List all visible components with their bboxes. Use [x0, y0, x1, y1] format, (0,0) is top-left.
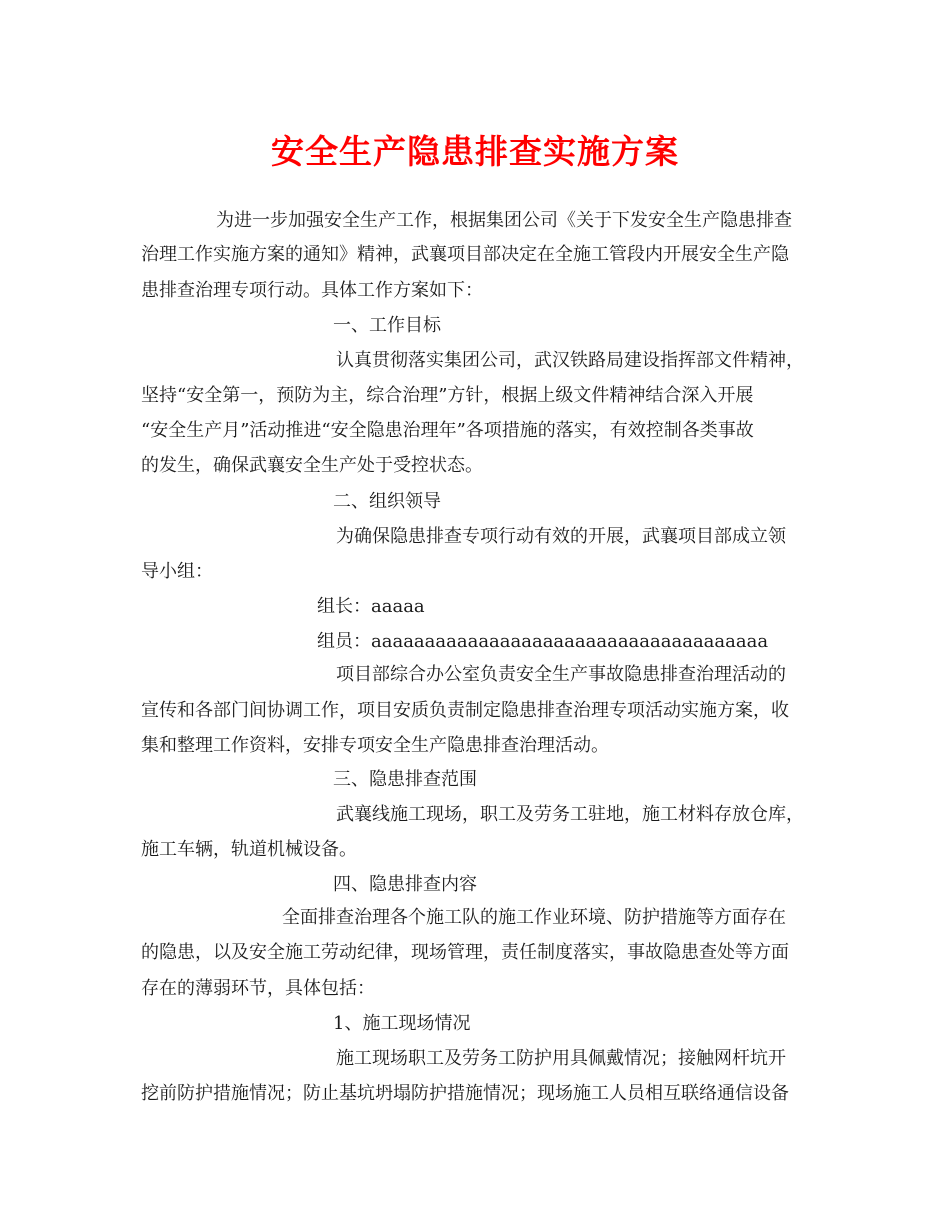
paragraph-line: 武襄线施工现场，职工及劳务工驻地，施工材料存放仓库，: [336, 804, 804, 825]
section-heading: 二、组织领导: [333, 491, 441, 512]
paragraph-line: 施工现场职工及劳务工防护用具佩戴情况；接触网杆坑开: [336, 1048, 786, 1069]
paragraph-line: 挖前防护措施情况；防止基坑坍塌防护措施情况；现场施工人员相互联络通信设备: [141, 1083, 789, 1104]
paragraph-line: 坚持“安全第一，预防为主，综合治理”方针，根据上级文件精神结合深入开展: [141, 385, 754, 406]
team-members-line: 组员：aaaaaaaaaaaaaaaaaaaaaaaaaaaaaaaaaaaaa: [317, 631, 769, 652]
paragraph-line: 的隐患，以及安全施工劳动纪律，现场管理，责任制度落实，事故隐患查处等方面: [141, 942, 789, 963]
paragraph-line: 存在的薄弱环节，具体包括：: [141, 978, 375, 999]
paragraph-line: 项目部综合办公室负责安全生产事故隐患排查治理活动的: [336, 664, 786, 685]
paragraph-line: 为确保隐患排查专项行动有效的开展，武襄项目部成立领: [336, 526, 786, 547]
paragraph-line: 的发生，确保武襄安全生产处于受控状态。: [141, 455, 483, 476]
paragraph-line: 宣传和各部门间协调工作，项目安质负责制定隐患排查治理专项活动实施方案，收: [141, 700, 789, 721]
paragraph-line: 患排查治理专项行动。具体工作方案如下：: [141, 280, 483, 301]
paragraph-line: 集和整理工作资料，安排专项安全生产隐患排查治理活动。: [141, 735, 609, 756]
paragraph-line: 全面排查治理各个施工队的施工作业环境、防护措施等方面存在: [282, 907, 786, 928]
paragraph-line: 导小组：: [141, 561, 213, 582]
subsection-heading: 1、施工现场情况: [333, 1013, 471, 1034]
paragraph-line: 施工车辆，轨道机械设备。: [141, 839, 357, 860]
section-heading: 一、工作目标: [333, 315, 441, 336]
paragraph-line: “安全生产月”活动推进“安全隐患治理年”各项措施的落实，有效控制各类事故: [141, 420, 754, 441]
section-heading: 四、隐患排查内容: [333, 874, 477, 895]
paragraph-line: 治理工作实施方案的通知》精神，武襄项目部决定在全施工管段内开展安全生产隐: [141, 244, 789, 265]
document-title: 安全生产隐患排查实施方案: [271, 132, 679, 171]
section-heading: 三、隐患排查范围: [333, 769, 477, 790]
team-leader-line: 组长：aaaaa: [317, 596, 425, 617]
paragraph-line: 为进一步加强安全生产工作，根据集团公司《关于下发安全生产隐患排查: [216, 210, 792, 231]
paragraph-line: 认真贯彻落实集团公司，武汉铁路局建设指挥部文件精神，: [336, 350, 804, 371]
